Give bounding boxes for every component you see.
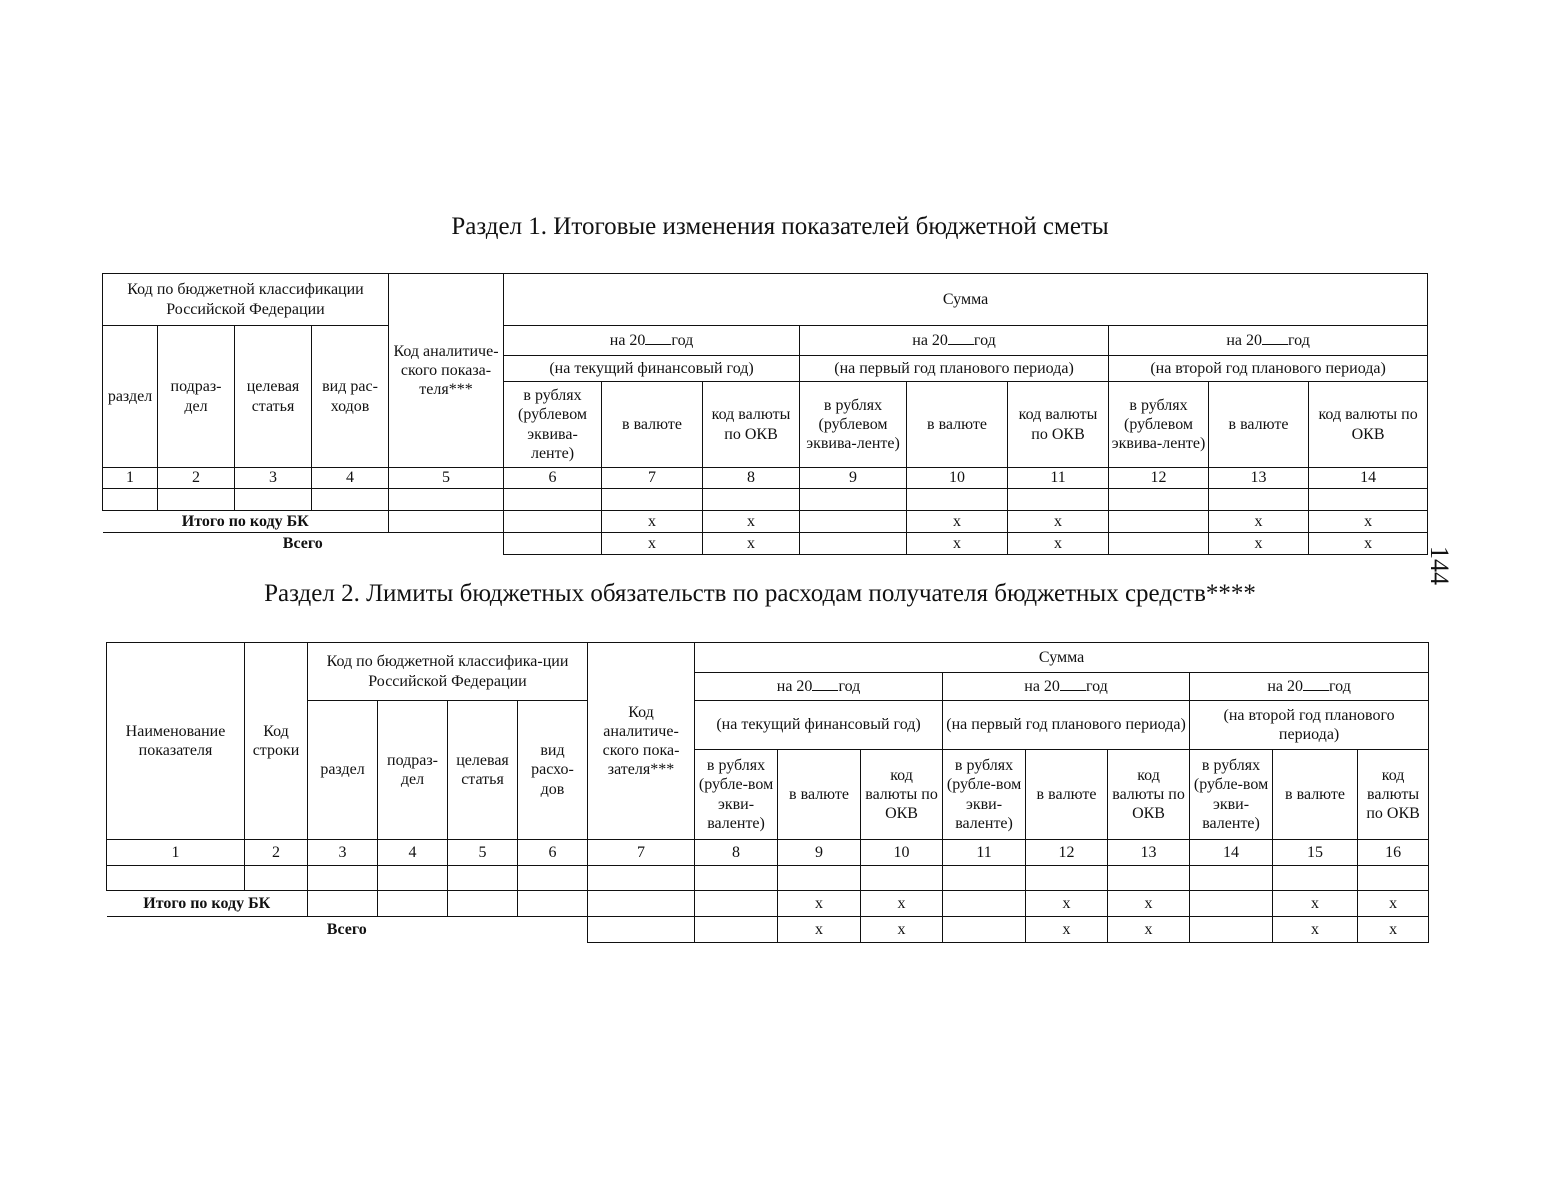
summa-header: Сумма [504, 274, 1428, 326]
vid-header: вид рас-ходов [312, 326, 389, 468]
col-number: 14 [1309, 468, 1428, 489]
code-header: Код строки [245, 643, 308, 840]
col-number: 4 [378, 840, 448, 866]
empty-data-row [103, 489, 1428, 511]
x-mark: x [1209, 511, 1309, 533]
section2-table [106, 642, 1429, 943]
col-number: 3 [308, 840, 378, 866]
analytic-code-header: Код аналитиче-ского пока-зателя*** [588, 643, 695, 840]
x-mark: x [778, 891, 861, 917]
x-mark: x [1309, 533, 1428, 555]
rub-header: в рублях (рублевом эквива-ленте) [800, 382, 907, 468]
col-number: 15 [1273, 840, 1358, 866]
vsego-row [103, 533, 1428, 555]
val-header: в валюте [907, 382, 1008, 468]
col-number: 12 [1109, 468, 1209, 489]
x-mark: x [703, 533, 800, 555]
rub-header: в рублях (рубле-вом экви-валенте) [943, 750, 1026, 840]
x-mark: x [1026, 891, 1108, 917]
col-number: 11 [1008, 468, 1109, 489]
val-header: в валюте [778, 750, 861, 840]
col-number: 10 [861, 840, 943, 866]
col-number: 3 [235, 468, 312, 489]
kbk-group-header: Код по бюджетной классифика-ции Российской Федерации [308, 643, 588, 701]
year-current-header: на 20 год [504, 326, 800, 356]
x-mark: x [703, 511, 800, 533]
year-second-header: на 20 год [1190, 673, 1429, 701]
period-first: (на первый год планового периода) [943, 701, 1190, 750]
period-current: (на текущий финансовый год) [695, 701, 943, 750]
col-number: 6 [518, 840, 588, 866]
podrazdel-header: подраз-дел [158, 326, 235, 468]
col-number: 8 [703, 468, 800, 489]
okv-header: код валюты по ОКВ [861, 750, 943, 840]
x-mark: x [778, 917, 861, 943]
okv-header: код валюты по ОКВ [1358, 750, 1429, 840]
x-mark: x [1008, 533, 1109, 555]
period-second: (на второй год планового периода) [1109, 356, 1428, 382]
col-number: 1 [103, 468, 158, 489]
vid-header: вид расхо-дов [518, 701, 588, 840]
col-number: 11 [943, 840, 1026, 866]
col-number: 10 [907, 468, 1008, 489]
x-mark: x [861, 917, 943, 943]
name-header: Наименование показателя [107, 643, 245, 840]
itogo-row [107, 891, 1429, 917]
col-number: 6 [504, 468, 602, 489]
okv-header: код валюты по ОКВ [1309, 382, 1428, 468]
col-number: 2 [245, 840, 308, 866]
col-number: 1 [107, 840, 245, 866]
podrazdel-header: подраз-дел [378, 701, 448, 840]
section1-title: Раздел 1. Итоговые изменения показателей бюджетной сметы [451, 213, 1109, 240]
col-number: 4 [312, 468, 389, 489]
val-header: в валюте [1209, 382, 1309, 468]
col-number: 12 [1026, 840, 1108, 866]
x-mark: x [907, 511, 1008, 533]
okv-header: код валюты по ОКВ [1008, 382, 1109, 468]
period-second: (на второй год планового периода) [1190, 701, 1429, 750]
col-number: 13 [1209, 468, 1309, 489]
page-number: 144 [1425, 546, 1454, 585]
x-mark: x [907, 533, 1008, 555]
col-number: 14 [1190, 840, 1273, 866]
x-mark: x [1358, 917, 1429, 943]
x-mark: x [861, 891, 943, 917]
col-number: 5 [448, 840, 518, 866]
rub-header: в рублях (рубле-вом экви-валенте) [695, 750, 778, 840]
x-mark: x [1273, 891, 1358, 917]
val-header: в валюте [602, 382, 703, 468]
x-mark: x [1108, 891, 1190, 917]
year-first-header: на 20 год [943, 673, 1190, 701]
vsego-row [107, 917, 1429, 943]
tselevaya-header: целевая статья [448, 701, 518, 840]
column-numbers-row [107, 840, 1429, 866]
okv-header: код валюты по ОКВ [1108, 750, 1190, 840]
x-mark: x [1309, 511, 1428, 533]
rub-header: в рублях (рубле-вом экви-валенте) [1190, 750, 1273, 840]
col-number: 16 [1358, 840, 1429, 866]
itogo-row [103, 511, 1428, 533]
section1-table [102, 273, 1428, 555]
kbk-group-header: Код по бюджетной классификации Российской Федерации [103, 274, 389, 326]
vsego-label: Всего [103, 533, 504, 555]
year-first-header: на 20 год [800, 326, 1109, 356]
rub-header: в рублях (рублевом эквива-ленте) [504, 382, 602, 468]
x-mark: x [1026, 917, 1108, 943]
section2-title: Раздел 2. Лимиты бюджетных обязательств по расходам получателя бюджетных средств**** [264, 580, 1256, 607]
x-mark: x [1358, 891, 1429, 917]
analytic-code-header: Код аналитиче-ского показа-теля*** [389, 274, 504, 468]
razdel-header: раздел [308, 701, 378, 840]
val-header: в валюте [1026, 750, 1108, 840]
tselevaya-header: целевая статья [235, 326, 312, 468]
col-number: 7 [602, 468, 703, 489]
col-number: 7 [588, 840, 695, 866]
razdel-header: раздел [103, 326, 158, 468]
col-number: 9 [778, 840, 861, 866]
empty-data-row [107, 866, 1429, 891]
year-second-header: на 20 год [1109, 326, 1428, 356]
vsego-label: Всего [107, 917, 588, 943]
okv-header: код валюты по ОКВ [703, 382, 800, 468]
x-mark: x [1273, 917, 1358, 943]
x-mark: x [1108, 917, 1190, 943]
col-number: 2 [158, 468, 235, 489]
period-first: (на первый год планового периода) [800, 356, 1109, 382]
itogo-label: Итого по коду БК [103, 511, 389, 533]
col-number: 13 [1108, 840, 1190, 866]
x-mark: x [1008, 511, 1109, 533]
col-number: 8 [695, 840, 778, 866]
itogo-label: Итого по коду БК [107, 891, 308, 917]
year-current-header: на 20 год [695, 673, 943, 701]
col-number: 9 [800, 468, 907, 489]
rub-header: в рублях (рублевом эквива-ленте) [1109, 382, 1209, 468]
x-mark: x [602, 533, 703, 555]
val-header: в валюте [1273, 750, 1358, 840]
col-number: 5 [389, 468, 504, 489]
period-current: (на текущий финансовый год) [504, 356, 800, 382]
x-mark: x [1209, 533, 1309, 555]
column-numbers-row [103, 468, 1428, 489]
summa-header: Сумма [695, 643, 1429, 673]
x-mark: x [602, 511, 703, 533]
